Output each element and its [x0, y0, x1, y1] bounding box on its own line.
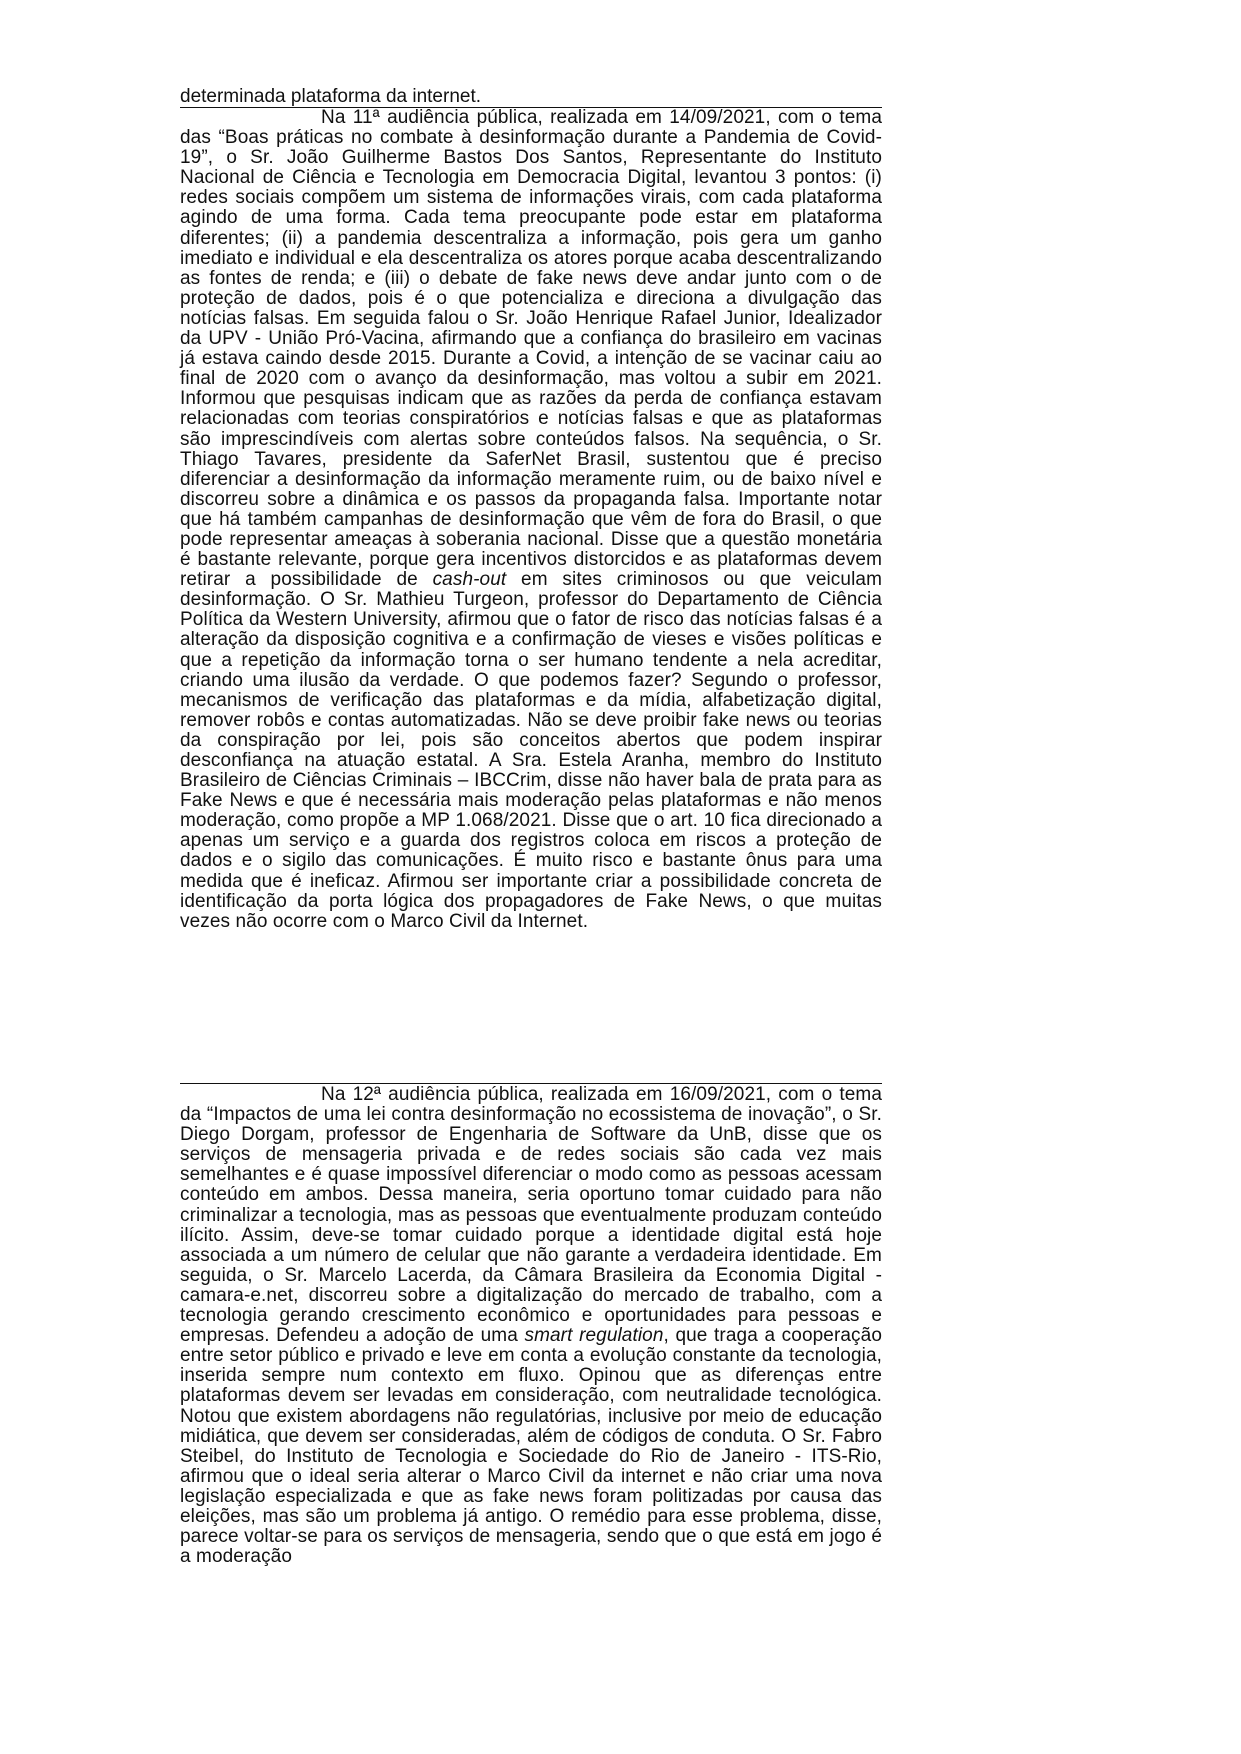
paragraph-1-italic-term: cash-out [432, 569, 507, 591]
paragraph-12th-hearing [180, 1085, 882, 1567]
paragraph-2-lead: Na 12ª audiência pública, realizada em 16/09/2021, com o tema da “Impactos de uma lei contra desinformação no ecossistema de inovação”, o Sr. Diego Dorgam, professor de Engenharia de Software da UnB, disse que os serviços de mensageria privada e de redes sociais são cada vez mais semelhantes e é quase impossível diferenciar o modo como as pessoas acessam conteúdo em ambos. Dessa maneira, seria oportuno tomar cuidado para não criminalizar a tecnologia, mas as pessoas que eventualmente produzam conteúdo ilícito. Assim, deve-se tomar cuidado porque a identidade digital está hoje associada a um número de celular que não garante a verdadeira identidade. Em seguida, o Sr. Marcelo Lacerda, da Câmara Brasileira da Economia Digital - camara-e.net, discorreu sobre a digitalização do mercado de trabalho, com a tecnologia gerando crescimento econômico e oportunidades para pessoas e empresas. Defendeu a adoção de uma [180, 1084, 882, 1347]
paragraph-1-tail: em sites criminosos ou que veiculam desinformação. O Sr. Mathieu Turgeon, professor do Departamento de Ciência Política da Western University, afirmou que o fator de risco das notícias falsas é a alteração da disposição cognitiva e a confirmação de vieses e visões políticas e que a repetição da informação torna o ser humano tendente a nela acreditar, criando uma ilusão da verdade. O que podemos fazer? Segundo o professor, mecanismos de verificação das plataformas e da mídia, alfabetização digital, remover robôs e contas automatizadas. Não se deve proibir fake news ou teorias da conspiração por lei, pois são conceitos abertos que podem inspirar desconfiança na atuação estatal. A Sra. Estela Aranha, membro do Instituto Brasileiro de Ciências Criminais – IBCCrim, disse não haver bala de prata para as Fake News e que é necessária mais moderação pelas plataformas e não menos moderação, como propõe a MP 1.068/2021. Disse que o art. 10 fica direcionado a apenas um serviço e a guarda dos registros coloca em riscos a proteção de dados e o sigilo das comunicações. É muito risco e bastante ônus para uma medida que é ineficaz. Afirmou ser importante criar a possibilidade concreta de identificação da porta lógica dos propagadores de Fake News, o que muitas vezes não ocorre com o Marco Civil da Internet. [180, 569, 882, 932]
paragraph-2-tail: , que traga a cooperação entre setor público e privado e leve em conta a evolução constante da tecnologia, inserida sempre num contexto em fluxo. Opinou que as diferenças entre plataformas devem ser levadas em consideração, com neutralidade tecnológica. Notou que existem abordagens não regulatórias, inclusive por meio de educação midiática, que devem ser consideradas, além de códigos de conduta. O Sr. Fabro Steibel, do Instituto de Tecnologia e Sociedade do Rio de Janeiro - ITS-Rio, afirmou que o ideal seria alterar o Marco Civil da internet e não criar uma nova legislação especializada e que as fake news foram politizadas por causa das eleições, mas são um problema já antigo. O remédio para esse problema, disse, parece voltar-se para os serviços de mensageria, sendo que o que está em jogo é a moderação [180, 1325, 882, 1568]
paragraph-1-lead: Na 11ª audiência pública, realizada em 14/09/2021, com o tema das “Boas práticas no combate à desinformação durante a Pandemia de Covid-19”, o Sr. João Guilherme Bastos Dos Santos, Representante do Instituto Nacional de Ciência e Tecnologia em Democracia Digital, levantou 3 pontos: (i) redes sociais compõem um sistema de informações virais, com cada plataforma agindo de uma forma. Cada tema preocupante pode estar em plataforma diferentes; (ii) a pandemia descentraliza a informação, pois gera um ganho imediato e individual e ela descentraliza os atores porque acaba descentralizando as fontes de renda; e (iii) o debate de fake news deve andar junto com o de proteção de dados, pois é o que potencializa e direciona a divulgação das notícias falsas. Em seguida falou o Sr. João Henrique Rafael Junior, Idealizador da UPV - União Pró-Vacina, afirmando que a confiança do brasileiro em vacinas já estava caindo desde 2015. Durante a Covid, a intenção de se vacinar caiu ao final de 2020 com o avanço da desinformação, mas voltou a subir em 2021. Informou que pesquisas indicam que as razões da perda de confiança estavam relacionadas com teorias conspiratórios e notícias falsas e que as plataformas são imprescindíveis com alertas sobre conteúdos falsos. Na sequência, o Sr. Thiago Tavares, presidente da SaferNet Brasil, sustentou que é preciso diferenciar a desinformação da informação meramente ruim, ou de baixo nível e discorreu sobre a dinâmica e os passos da propaganda falsa. Importante notar que há também campanhas de desinformação que vêm de fora do Brasil, o que pode representar ameaças à soberania nacional. Disse que a questão monetária é bastante relevante, porque gera incentivos distorcidos e as plataformas devem retirar a possibilidade de [180, 107, 882, 591]
paragraph-2-italic-term: smart regulation [524, 1325, 664, 1347]
opening-line: determinada plataforma da internet. [180, 86, 482, 107]
paragraph-11th-hearing [180, 108, 882, 932]
